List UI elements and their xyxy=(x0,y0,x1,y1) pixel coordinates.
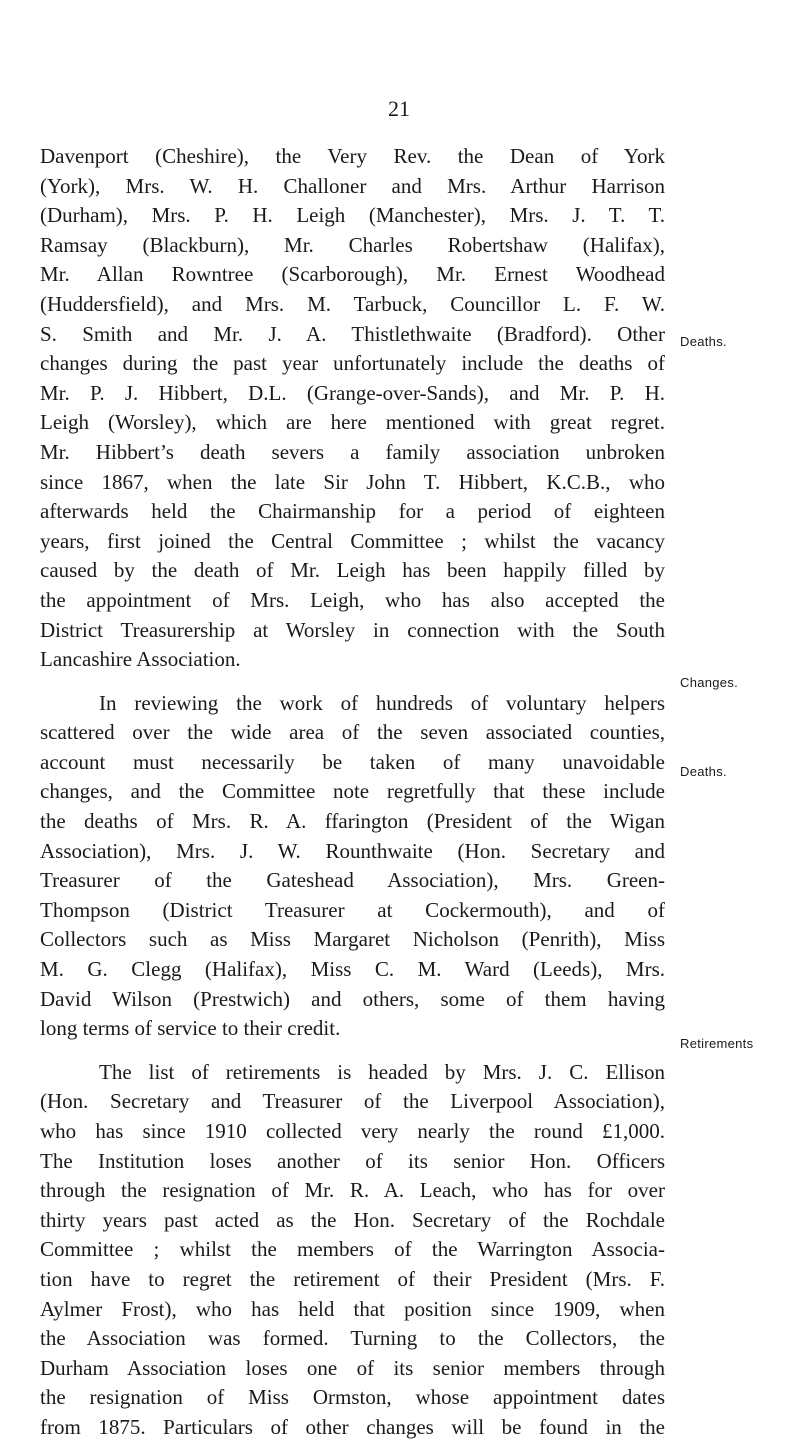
text-line: the Association was formed. Turning to the Collectors, the xyxy=(40,1326,665,1351)
text-line: since 1867, when the late Sir John T. Hibbert, K.C.B., who xyxy=(40,469,665,494)
text-line: Ramsay (Blackburn), Mr. Charles Robertshaw (Halifax), xyxy=(40,232,665,257)
page-number: 21 xyxy=(388,96,410,121)
text-line: M. G. Clegg (Halifax), Miss C. M. Ward (Leeds), Mrs. xyxy=(40,957,665,982)
text-line: the resignation of Miss Ormston, whose appointment dates xyxy=(40,1385,665,1410)
text-line: Committee ; whilst the members of the Warrington Associa- xyxy=(40,1237,665,1262)
text-line: the appointment of Mrs. Leigh, who has also accepted the xyxy=(40,587,665,612)
text-line: thirty years past acted as the Hon. Secretary of the Rochdale xyxy=(40,1207,665,1232)
text-line: changes, and the Committee note regretfully that these include xyxy=(40,779,665,804)
text-line: long terms of service to their credit. xyxy=(40,1016,341,1041)
margin-note-deaths-2: Deaths. xyxy=(680,764,727,779)
text-line: District Treasurership at Worsley in connection with the South xyxy=(40,617,665,642)
text-line: (Huddersfield), and Mrs. M. Tarbuck, Councillor L. F. W. xyxy=(40,291,665,316)
text-line: Leigh (Worsley), which are here mentioned with great regret. xyxy=(40,410,665,435)
text-line: changes during the past year unfortunately include the deaths of xyxy=(40,351,665,376)
body-text xyxy=(40,142,665,1443)
text-line: Collectors such as Miss Margaret Nicholson (Penrith), Miss xyxy=(40,927,665,952)
text-line: Davenport (Cheshire), the Very Rev. the Dean of York xyxy=(40,144,665,168)
text-line: Mr. Allan Rowntree (Scarborough), Mr. Ernest Woodhead xyxy=(40,262,665,287)
paragraph xyxy=(40,142,665,675)
text-line: tion have to regret the retirement of their President (Mrs. F. xyxy=(40,1266,665,1291)
paragraph xyxy=(40,1058,665,1443)
text-line: who has since 1910 collected very nearly the round £1,000. xyxy=(40,1119,665,1143)
text-line: Association), Mrs. J. W. Rounthwaite (Hon. Secretary and xyxy=(40,838,665,863)
text-line: S. Smith and Mr. J. A. Thistlethwaite (Bradford). Other xyxy=(40,321,665,346)
text-line: scattered over the wide area of the seven associated counties, xyxy=(40,720,665,745)
text-line: from 1875. Particulars of other changes will be found in the xyxy=(40,1414,665,1439)
text-line: Aylmer Frost), who has held that position since 1909, when xyxy=(40,1296,665,1321)
paragraph-gap xyxy=(40,675,665,689)
paragraph-gap xyxy=(40,1044,665,1058)
text-line: the deaths of Mrs. R. A. ffarington (President of the Wigan xyxy=(40,809,665,834)
text-line: caused by the death of Mr. Leigh has been happily filled by xyxy=(40,558,665,583)
text-line: Mr. P. J. Hibbert, D.L. (Grange-over-Sands), and Mr. P. H. xyxy=(40,380,665,405)
text-line: afterwards held the Chairmanship for a period of eighteen xyxy=(40,499,665,524)
text-line: The list of retirements is headed by Mrs. J. C. Ellison xyxy=(99,1059,665,1084)
paragraph xyxy=(40,689,665,1044)
text-line: years, first joined the Central Committee ; whilst the vacancy xyxy=(40,528,665,553)
text-line: (York), Mrs. W. H. Challoner and Mrs. Arthur Harrison xyxy=(40,173,665,198)
text-line: The Institution loses another of its senior Hon. Officers xyxy=(40,1148,665,1173)
text-line: In reviewing the work of hundreds of voluntary helpers xyxy=(99,690,665,715)
text-line: (Durham), Mrs. P. H. Leigh (Manchester), Mrs. J. T. T. xyxy=(40,203,665,228)
text-line: Thompson (District Treasurer at Cockermouth), and of xyxy=(40,897,665,922)
text-line: Treasurer of the Gateshead Association), Mrs. Green- xyxy=(40,868,665,893)
text-line: through the resignation of Mr. R. A. Leach, who has for over xyxy=(40,1178,665,1203)
margin-note-retirements: Retirements xyxy=(680,1036,754,1051)
text-line: (Hon. Secretary and Treasurer of the Liverpool Association), xyxy=(40,1089,665,1114)
text-line: account must necessarily be taken of many unavoidable xyxy=(40,749,665,774)
text-line: David Wilson (Prestwich) and others, some of them having xyxy=(40,986,665,1011)
margin-note-deaths: Deaths. xyxy=(680,334,727,349)
text-line: Mr. Hibbert’s death severs a family association unbroken xyxy=(40,439,665,464)
margin-note-changes: Changes. xyxy=(680,675,739,690)
text-line: Lancashire Association. xyxy=(40,647,241,672)
text-line: Durham Association loses one of its senior members through xyxy=(40,1355,665,1380)
